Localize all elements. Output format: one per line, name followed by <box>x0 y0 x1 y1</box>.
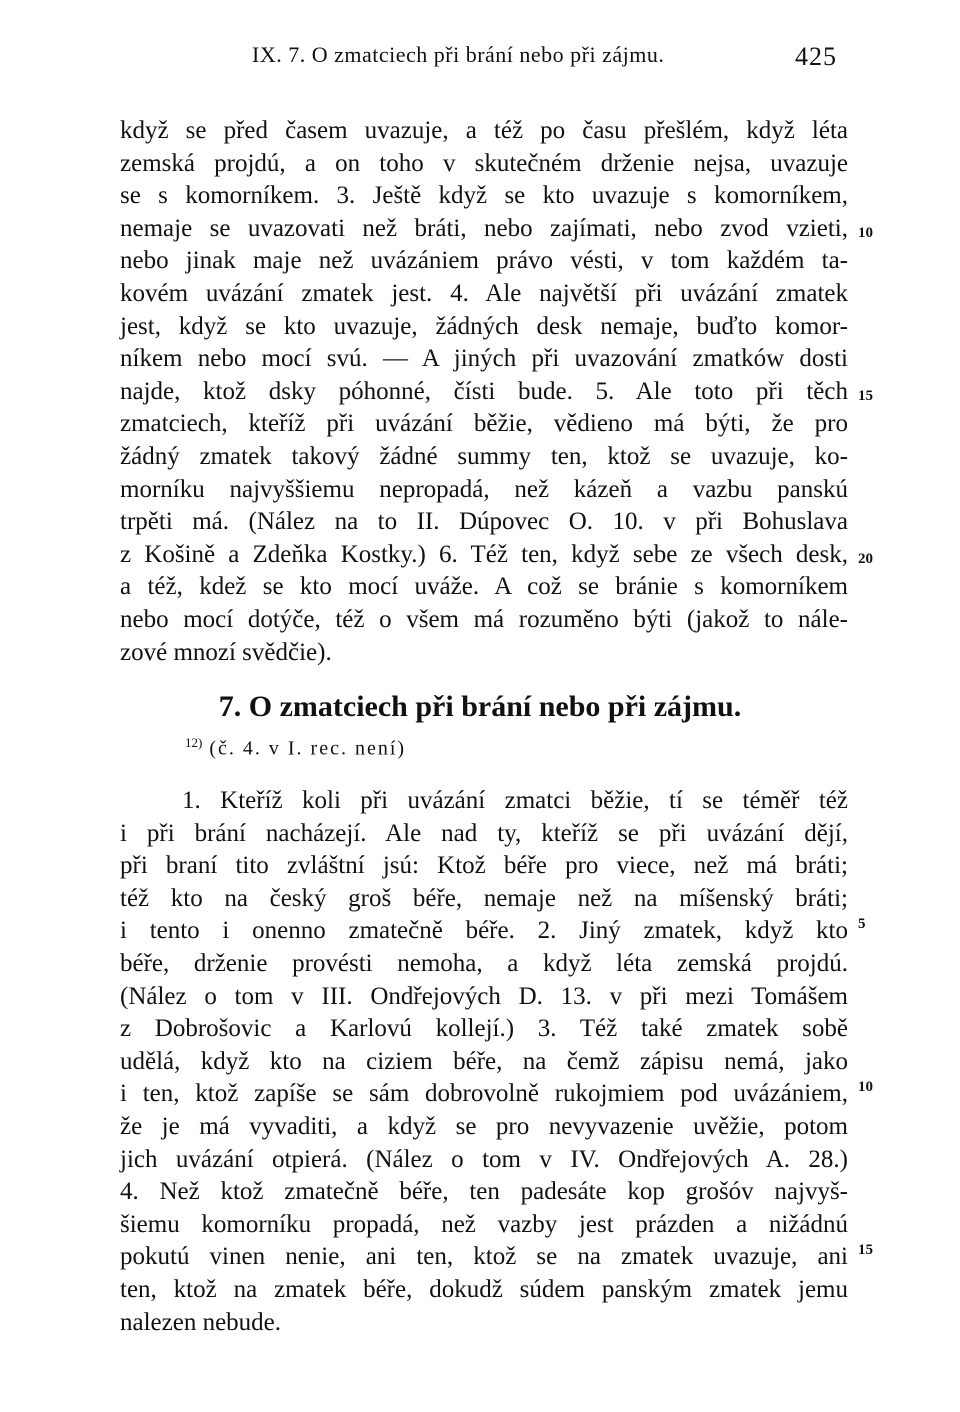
line-number: 10 <box>858 1079 873 1095</box>
running-head: IX. 7. O zmatciech při brání nebo při zájmu. <box>252 42 665 67</box>
text-line: šiemu komorníku propadá, než vazby jest prázden a nižádnú <box>120 1210 848 1238</box>
line-number: 10 <box>858 225 873 241</box>
text-line: nalezen nebude. <box>120 1308 282 1336</box>
editorial-note <box>185 735 406 761</box>
line-number: 5 <box>858 916 866 932</box>
text-line: pokutú vinen nenie, ani ten, ktož se na zmatek uvazuje, ani <box>120 1243 848 1271</box>
line-number: 15 <box>858 1242 873 1258</box>
text-line: 4. Než ktož zmatečně béře, ten padesáte kop grošóv najvyš- <box>120 1178 848 1206</box>
text-line: se s komorníkem. 3. Ještě když se kto uvazuje s komorníkem, <box>120 182 848 210</box>
text-line: žádný zmatek takový žádné summy ten, ktož se uvazuje, ko- <box>120 442 848 470</box>
text-line: z Dobrošovic a Karlovú kollejí.) 3. Též také zmatek sobě <box>120 1015 848 1043</box>
text-line: udělá, když kto na ciziem béře, na čemž zápisu nemá, jako <box>120 1047 848 1075</box>
text-line: 1. Kteříž koli při uvázání zmatci běžie, tí se téměř též <box>182 787 848 814</box>
text-line: zemská projdú, a on toho v skutečném drženie nejsa, uvazuje <box>120 149 848 177</box>
text-line: níkem nebo mocí svú. — A jiných při uvazování zmatków dosti <box>120 345 848 373</box>
page-number: 425 <box>795 42 837 71</box>
text-line: (Nález o tom v III. Ondřejových D. 13. v při mezi Tomášem <box>120 982 848 1010</box>
text-line: zové mnozí svědčie). <box>120 638 332 666</box>
text-line: trpěti má. (Nález na to II. Dúpovec O. 10. v při Bohuslava <box>120 508 848 536</box>
text-line: z Košině a Zdeňka Kostky.) 6. Též ten, když sebe ze všech desk, <box>120 540 848 568</box>
note-text: (č. 4. v I. rec. není) <box>209 737 407 760</box>
text-line: a též, kdež se kto mocí uváže. A což se bránie s komorníkem <box>120 573 848 601</box>
text-line: najde, ktož dsky póhonné, čísti bude. 5. Ale toto při těch <box>120 377 848 405</box>
text-line: morníku najvyššiemu nepropadá, než kázeň a vazbu panskú <box>120 475 848 503</box>
text-line: že je má vyvaditi, a když se pro nevyvazenie uvěžie, potom <box>120 1112 848 1140</box>
text-line: zmatciech, kteříž při uvázání běžie, vědieno má býti, že pro <box>120 410 848 438</box>
text-line: když se před časem uvazuje, a též po času přešlém, když léta <box>120 117 848 144</box>
text-line: i při brání nacházejí. Ale nad ty, kteříž se při uvázání dějí, <box>120 819 848 847</box>
paragraph-continuation <box>120 115 848 669</box>
section-body <box>120 785 848 1339</box>
footnote-mark: 12) <box>185 735 203 750</box>
text-line: jest, když se kto uvazuje, žádných desk nemaje, buďto komor- <box>120 312 848 340</box>
text-line: béře, drženie provésti nemoha, a když léta zemská projdú. <box>120 949 848 977</box>
text-line: nebo mocí dotýče, též o všem má rozuměno býti (jakož to nále- <box>120 605 848 633</box>
line-number: 15 <box>858 388 873 404</box>
line-number: 20 <box>858 551 873 567</box>
section-title: 7. O zmatciech při brání nebo při zájmu. <box>218 690 742 723</box>
text-line: ten, ktož na zmatek béře, dokudž súdem panským zmatek jemu <box>120 1275 848 1303</box>
text-line: jich uvázání otpierá. (Nález o tom v IV. Ondřejových A. 28.) <box>120 1145 848 1173</box>
text-line: též kto na český groš béře, nemaje než na míšenský bráti; <box>120 884 848 912</box>
text-line: při braní tito zvláštní jsú: Ktož béře pro viece, než má bráti; <box>120 852 848 880</box>
text-line: kovém uvázání zmatek jest. 4. Ale najvětší při uvázání zmatek <box>120 279 848 307</box>
text-line: nebo jinak maje než uvázániem právo vésti, v tom každém ta- <box>120 247 848 275</box>
text-line: i tento i onenno zmatečně béře. 2. Jiný zmatek, když kto <box>120 917 848 945</box>
text-line: nemaje se uvazovati než bráti, nebo zajímati, nebo zvod vzieti, <box>120 214 848 242</box>
text-line: i ten, ktož zapíše se sám dobrovolně rukojmiem pod uvázániem, <box>120 1080 848 1108</box>
